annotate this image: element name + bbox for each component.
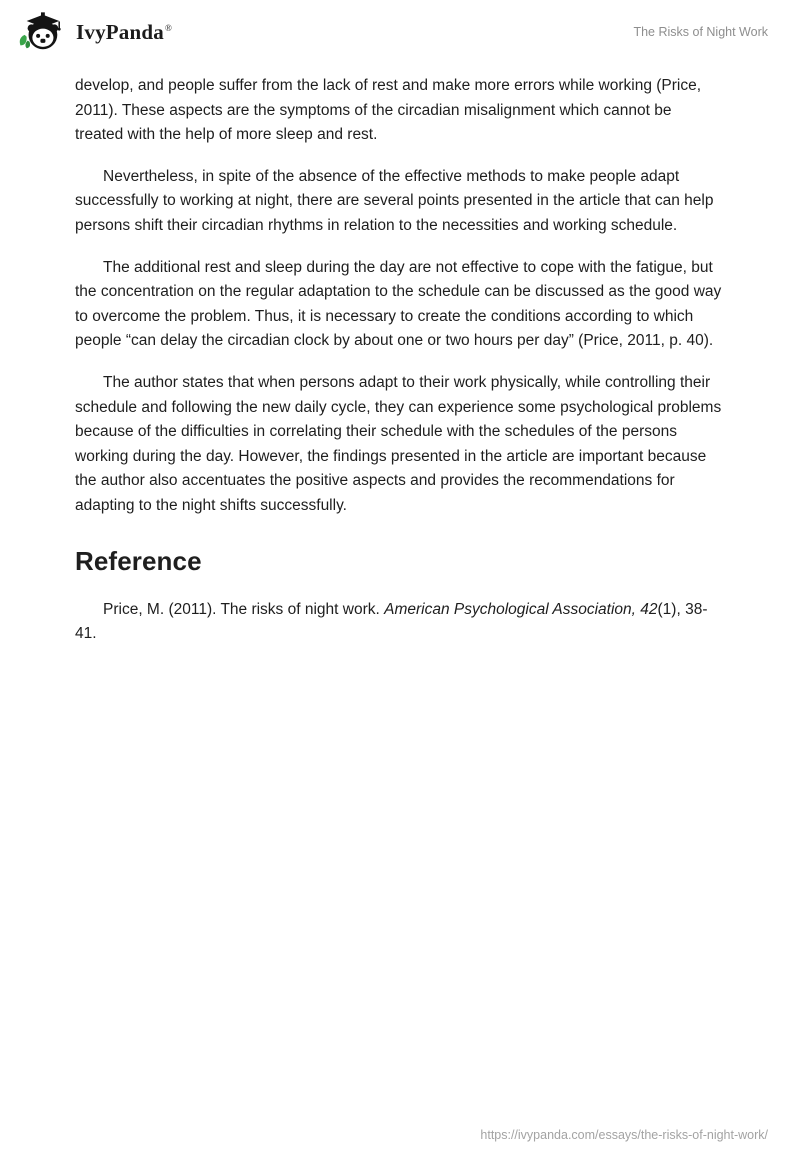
essay-content — [0, 62, 800, 647]
reference-heading: Reference — [75, 545, 202, 576]
source-url-link[interactable]: https://ivypanda.com/essays/the-risks-of-night-work/ — [480, 1128, 768, 1142]
page-footer — [480, 1126, 768, 1144]
paragraph-4: The author states that when persons adapt to their work physically, while controlling their schedule and following the new daily cycle, they can experience some psychological problems because of the difficulties in correlating their schedule with the schedules of the persons working during the day. However, the findings presented in the article are important because the author also accentuates the positive aspects and provides the recommendations for adapting to the night shifts successfully. — [75, 373, 722, 514]
registered-mark: ® — [164, 22, 173, 33]
paragraph-1: develop, and people suffer from the lack of rest and make more errors while working (Price, 2011). These aspects are the symptoms of the circadian misalignment which cannot be treated with the help of more sleep and rest. — [75, 77, 702, 144]
document-title: The Risks of Night Work — [633, 25, 768, 39]
brand-name — [76, 20, 172, 45]
ivypanda-logo[interactable] — [18, 9, 172, 55]
page-header — [0, 0, 800, 62]
reference-text: Price, M. (2011). The risks of night work. — [103, 600, 385, 618]
brand-wordmark: IvyPanda — [76, 19, 164, 44]
paragraph-3: The additional rest and sleep during the day are not effective to cope with the fatigue, but the concentration on the regular adaptation to the schedule can be discussed as the good way to overcome the problem. Thus, it is necessary to create the conditions according to which people “can delay the circadian clock by about one or two hours per day” (Price, 2011, p. 40). — [75, 258, 722, 350]
reference-entry — [75, 598, 724, 647]
reference-journal: American Psychological Association, 42 — [384, 600, 658, 618]
reference-pages: (1), 38-41. — [75, 600, 708, 643]
panda-graduate-icon — [18, 9, 64, 55]
paragraph-2: Nevertheless, in spite of the absence of the effective methods to make people adapt successfully to working at night, there are several points presented in the article that can help persons shift their circadian rhythms in relation to the necessities and working schedule. — [75, 167, 714, 234]
